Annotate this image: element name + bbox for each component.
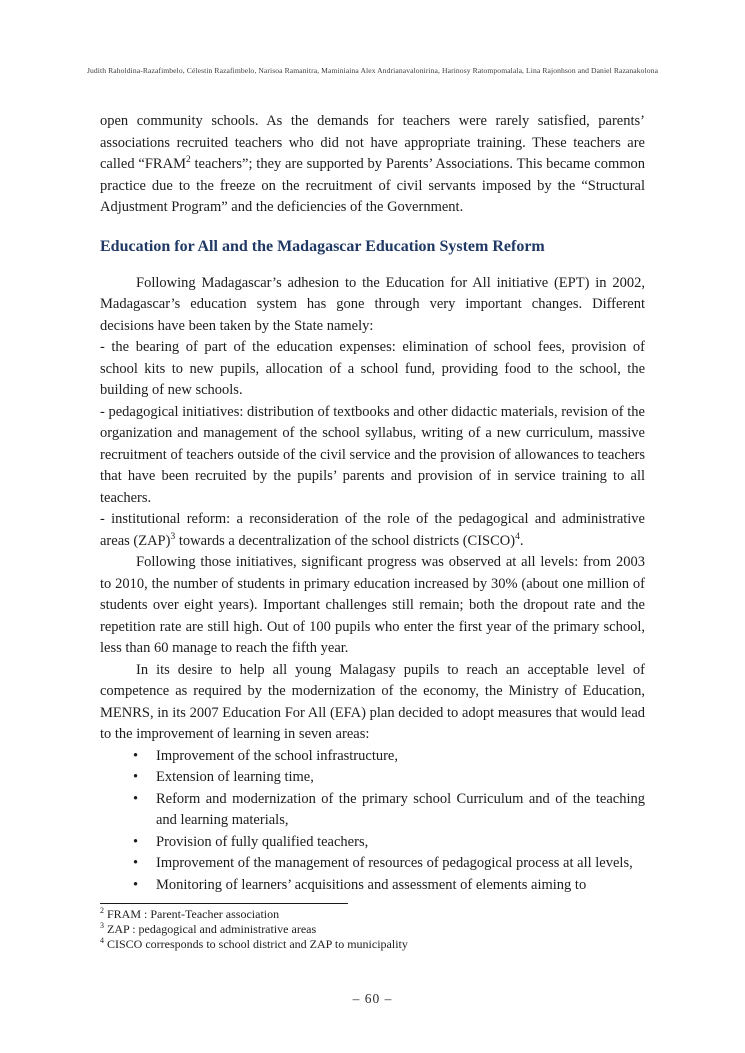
footnote-fram <box>100 907 645 922</box>
bullet-item <box>133 832 645 854</box>
footnote-ref-2: 2 <box>185 155 191 166</box>
dash-item-pedagogical: - pedagogical initiatives: distribution of textbooks and other didactic materials, revision of the organization and management of the school syllabus, writing of a new curriculum, massive recruitment of teachers outside of the civil service and the provision of allowances to teachers that have been recruited by the pupils’ parents and provision of in service training to all teachers. <box>100 403 645 506</box>
paragraph-continuation <box>100 111 645 219</box>
paragraph-initiatives: Following those initiatives, significant progress was observed at all levels: from 2003 to 2010, the number of students in primary education increased by 30% (about one million of students over eight years). Important challenges still remain; both the dropout rate and the repetition rate are still high. Out of 100 pupils who enter the first year of the primary school, less than 60 manage to reach the fifth year. <box>100 554 645 656</box>
paragraph-text: teachers”; they are supported by Parents’ Associations. This became common practice due to the freeze on the recruitment of civil servants imposed by the “Structural Adjustment Program” and the deficiencies of the Government. <box>100 156 645 215</box>
footnote-marker: 2 <box>100 906 104 915</box>
bullet-item <box>133 875 645 897</box>
page-number: – 60 – <box>352 991 393 1006</box>
page-body <box>100 111 645 896</box>
paragraph-adhesion: Following Madagascar’s adhesion to the Education for All initiative (EPT) in 2002, Madagascar’s education system has gone through very important changes. Different decisions have been taken by the State namely: <box>100 274 645 334</box>
paragraph-text: open community schools. As the demands for teachers were rarely satisfied, parents’ associations recruited teachers who did not have appropriate training. These teachers are called “FRAM <box>100 113 645 172</box>
authors-running-head: Judith Raholdina-Razafimbelo, Célestin Razafimbelo, Narisoa Ramanitra, Maminiaina Alex Andrianavalonirina, Harinosy Ratompomalala, Lina Rajonhson and Daniel Razanakolona <box>86 66 659 75</box>
bullet-marker: • <box>133 747 139 764</box>
page-header <box>0 0 745 75</box>
bullet-marker: • <box>133 769 139 785</box>
paragraph-text: . <box>519 532 524 549</box>
bullet-item <box>133 789 645 832</box>
footnote-marker: 4 <box>100 935 104 945</box>
paragraph-desire: In its desire to help all young Malagasy pupils to reach an acceptable level of competence as required by the modernization of the economy, the Ministry of Education, MENRS, in its 2007 Education For All (EFA) plan decided to adopt measures that would lead to the improvement of learning in seven areas: <box>100 661 645 742</box>
footnote-ref-4: 4 <box>515 531 520 542</box>
bullet-marker: • <box>133 876 139 893</box>
footnote-ref-3: 3 <box>170 531 176 542</box>
paragraph-text: towards a decentralization of the school districts (CISCO) <box>175 532 516 549</box>
footnote-block <box>100 903 645 951</box>
bullet-item-label: Improvement of the management of resources of pedagogical process at all levels, <box>156 855 633 871</box>
bullet-item-label: Monitoring of learners’ acquisitions and assessment of elements aiming to <box>156 876 587 893</box>
bullet-item <box>133 746 645 768</box>
bullet-item-label: Extension of learning time, <box>156 769 314 785</box>
bullet-marker: • <box>133 790 139 807</box>
bullet-marker: • <box>133 833 139 850</box>
bullet-item <box>133 853 645 875</box>
bullet-list <box>133 746 645 897</box>
bullet-marker: • <box>133 855 139 871</box>
bullet-item-label: Improvement of the school infrastructure, <box>156 747 398 764</box>
footnote-zap <box>100 922 645 937</box>
footnote-separator <box>100 903 348 904</box>
section-heading: Education for All and the Madagascar Education System Reform <box>100 237 545 255</box>
footnote-cisco <box>100 937 645 952</box>
dash-item-expenses: - the bearing of part of the education expenses: elimination of school fees, provision of school kits to new pupils, allocation of a school fund, providing food to the school, the building of new schools. <box>100 339 645 398</box>
bullet-item <box>133 767 645 789</box>
footnote-text: FRAM : Parent-Teacher association <box>107 907 280 921</box>
footnote-text: CISCO corresponds to school district and ZAP to municipality <box>107 936 408 951</box>
dash-item-institutional <box>100 509 645 552</box>
footnote-marker: 3 <box>100 920 104 930</box>
footnote-text: ZAP : pedagogical and administrative areas <box>107 921 317 936</box>
paragraph-text: - institutional reform: a reconsideration of the role of the pedagogical and administrative areas (ZAP) <box>100 511 645 549</box>
bullet-item-label: Reform and modernization of the primary school Curriculum and of the teaching and learning materials, <box>156 790 645 828</box>
bullet-item-label: Provision of fully qualified teachers, <box>156 833 369 850</box>
